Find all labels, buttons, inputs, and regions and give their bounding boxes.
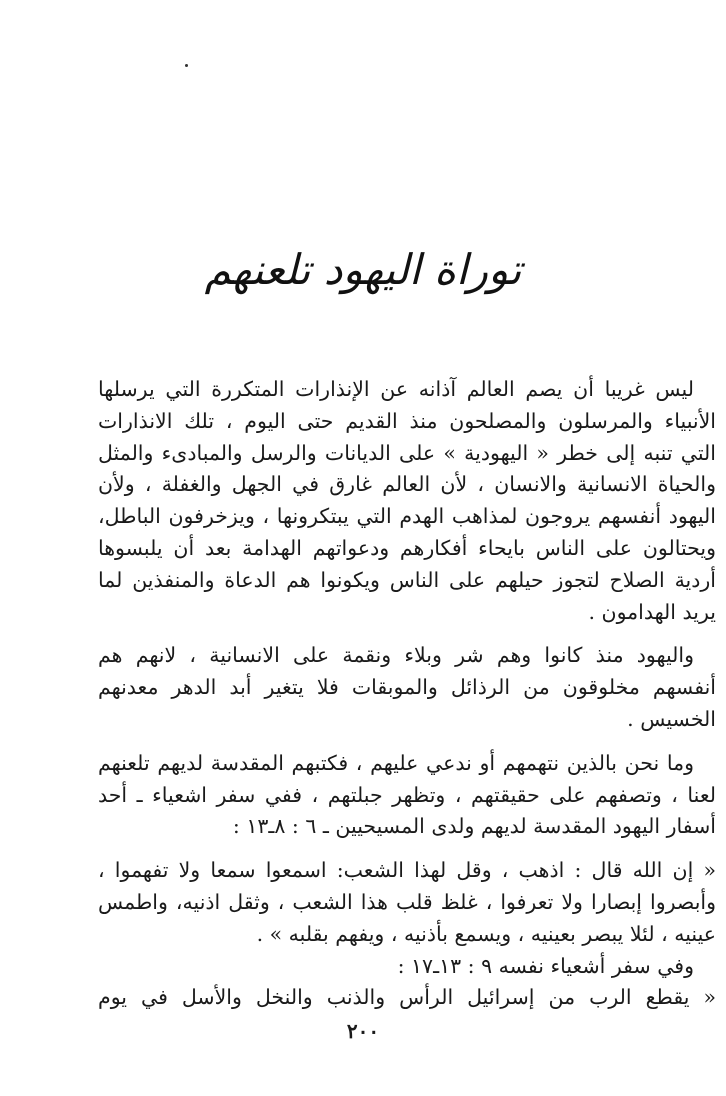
paragraph	[98, 640, 716, 735]
text-line: أسفار اليهود المقدسة لديهم ولدى المسيحيين ـ ٦ : ٨ـ١٣ :	[232, 814, 716, 839]
quotation	[98, 855, 716, 950]
text-line: الخسيس .	[627, 706, 716, 731]
text-line: الأنبياء والمرسلون والمصلحون منذ القديم حتى اليوم ، تلك الانذارات	[98, 408, 716, 433]
text-line: ويحتالون على الناس بايحاء أفكارهم ودعواتهم الهدامة بعد أن يلبسوها	[98, 535, 716, 560]
text-line: وما نحن بالذين نتهمهم أو ندعي عليهم ، فكتبهم المقدسة لديهم تلعنهم	[98, 750, 694, 775]
paragraph	[98, 748, 716, 843]
quotation	[98, 982, 716, 1014]
chapter-title: توراة اليهود تلعنهم	[204, 245, 522, 294]
text-line: لعنا ، وتصفهم على حقيقتهم ، وتظهر جبلتهم ، ففي سفر اشعياء ـ أحد	[98, 782, 716, 807]
ink-speck	[185, 64, 188, 67]
text-line: « إن الله قال : اذهب ، وقل لهذا الشعب: اسمعوا سمعا ولا تفهموا ،	[98, 858, 716, 883]
text-line: ليس غريبا أن يصم العالم آذانه عن الإنذارات المتكررة التي يرسلها	[98, 377, 694, 401]
text-line: اليهود أنفسهم يروجون لمذاهب الهدم التي يبتكرونها ، ويزخرفون الباطل،	[98, 504, 716, 529]
text-line: التي تنبه إلى خطر « اليهودية » على الديانات والرسل والمبادىء والمثل	[98, 440, 716, 465]
text-line: أردية الصلاح لتجوز حيلهم على الناس ويكونوا هم الدعاة والمنفذين لما	[98, 567, 716, 592]
paragraph	[98, 951, 716, 983]
text-line: « يقطع الرب من إسرائيل الرأس والذنب والنخل والأسل في يوم	[98, 985, 716, 1010]
page-number: ٢٠٠	[346, 1019, 380, 1043]
text-line: والحياة الانسانية والانسان ، لأن العالم غارق في الجهل والغفلة ، ولأن	[98, 472, 716, 497]
text-line: وفي سفر أشعياء نفسه ٩ : ١٣ـ١٧ :	[397, 953, 694, 978]
text-line: أنفسهم مخلوقون من الرذائل والموبقات فلا يتغير أبد الدهر معدنهم	[98, 675, 716, 700]
paragraph	[98, 374, 716, 628]
text-line: يريد الهدامون .	[588, 599, 716, 624]
text-line: وأبصروا إبصارا ولا تعرفوا ، غلظ قلب هذا الشعب ، وثقل اذنيه، واطمس	[98, 889, 716, 914]
text-line: عينيه ، لئلا يبصر بعينيه ، ويسمع بأذنيه ، ويفهم بقلبه » .	[256, 921, 716, 946]
text-line: واليهود منذ كانوا وهم شر وبلاء ونقمة على الانسانية ، لانهم هم	[98, 643, 694, 668]
body-text	[98, 374, 716, 1014]
